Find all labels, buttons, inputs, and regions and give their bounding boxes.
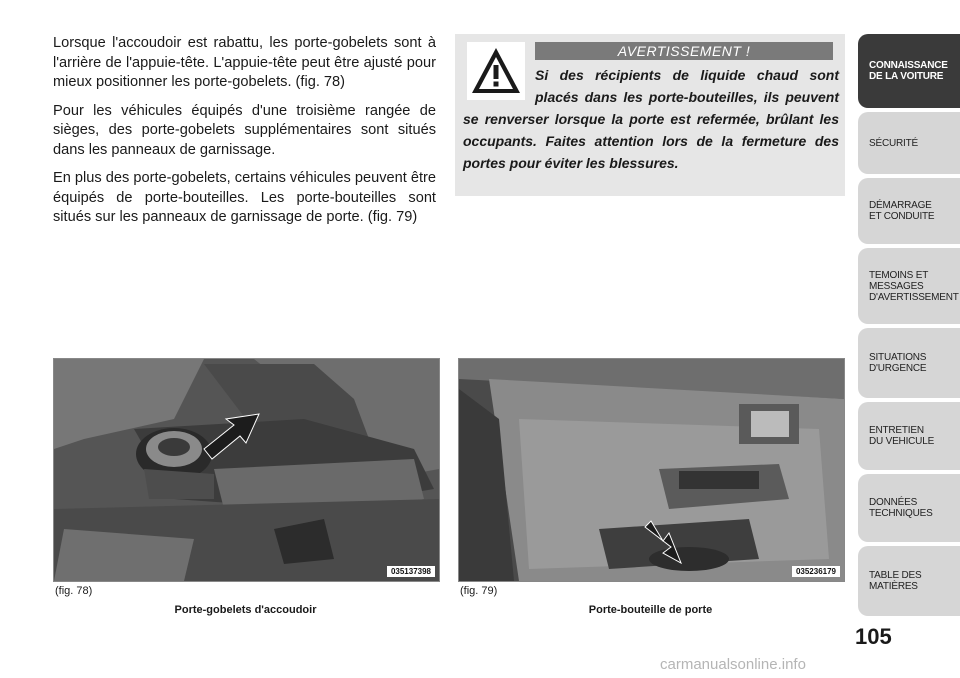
tab-label: DÉMARRAGE ET CONDUITE [869, 200, 935, 222]
door-panel-illustration [459, 359, 844, 581]
tab-label: TEMOINS ET MESSAGES D'AVERTISSEMENT [869, 269, 959, 303]
figure-caption: Porte-gobelets d'accoudoir [174, 604, 317, 616]
tab-temoins[interactable] [858, 248, 960, 324]
paragraph-2: Pour les véhicules équipés d'une troisième rangée de sièges, des porte-gobelets supplémentaires sont situés dans les panneaux de garnissage. [53, 102, 436, 158]
tab-situations[interactable] [858, 328, 960, 398]
figure-caption: Porte-bouteille de porte [588, 604, 713, 616]
tab-securite[interactable] [858, 112, 960, 174]
armrest-illustration [54, 359, 439, 581]
figure-code: 035236179 [792, 566, 840, 577]
figure-ref: (fig. 79) [460, 585, 498, 597]
figure-armrest-cupholder [53, 358, 440, 582]
tab-connaissance[interactable] [858, 34, 960, 108]
tab-entretien[interactable] [858, 402, 960, 470]
tab-donnees[interactable] [858, 474, 960, 542]
tab-label: CONNAISSANCE DE LA VOITURE [869, 60, 948, 82]
body-text [53, 34, 436, 237]
tab-label: DONNÉES TECHNIQUES [869, 497, 933, 519]
warning-text-block [463, 64, 839, 174]
tab-label: TABLE DES MATIÈRES [869, 570, 922, 592]
warning-text: Si des récipients de liquide chaud sont placés dans les porte-bouteilles, ils peuvent se renverser lorsque la porte est refermée, brûlant les occupants. Faites attention lors de la fermeture des portes pour éviter les blessures. [463, 67, 839, 171]
figure-ref: (fig. 78) [55, 585, 93, 597]
figure-door-bottle-holder [458, 358, 845, 582]
warning-icon-spacer [463, 64, 535, 108]
tab-label: SITUATIONS D'URGENCE [869, 352, 927, 374]
watermark: carmanualsonline.info [660, 656, 806, 673]
paragraph-1: Lorsque l'accoudoir est rabattu, les porte-gobelets sont à l'arrière de l'appuie-tête. L'appuie-tête peut être ajusté pour mieux positionner les porte-gobelets. (fig. 78) [53, 35, 436, 90]
warning-title: AVERTISSEMENT ! [535, 42, 833, 60]
tab-table[interactable] [858, 546, 960, 616]
tab-label: ENTRETIEN DU VEHICULE [869, 425, 935, 447]
paragraph-3: En plus des porte-gobelets, certains véhicules peuvent être équipés de porte-bouteilles. Les porte-bouteilles sont situés sur les panneaux de garnissage de porte. (fig. 79) [53, 170, 436, 225]
page-number: 105 [855, 624, 892, 649]
warning-box [455, 34, 845, 196]
tab-demarrage[interactable] [858, 178, 960, 244]
figure-code: 035137398 [387, 566, 435, 577]
tab-label: SÉCURITÉ [869, 137, 918, 149]
